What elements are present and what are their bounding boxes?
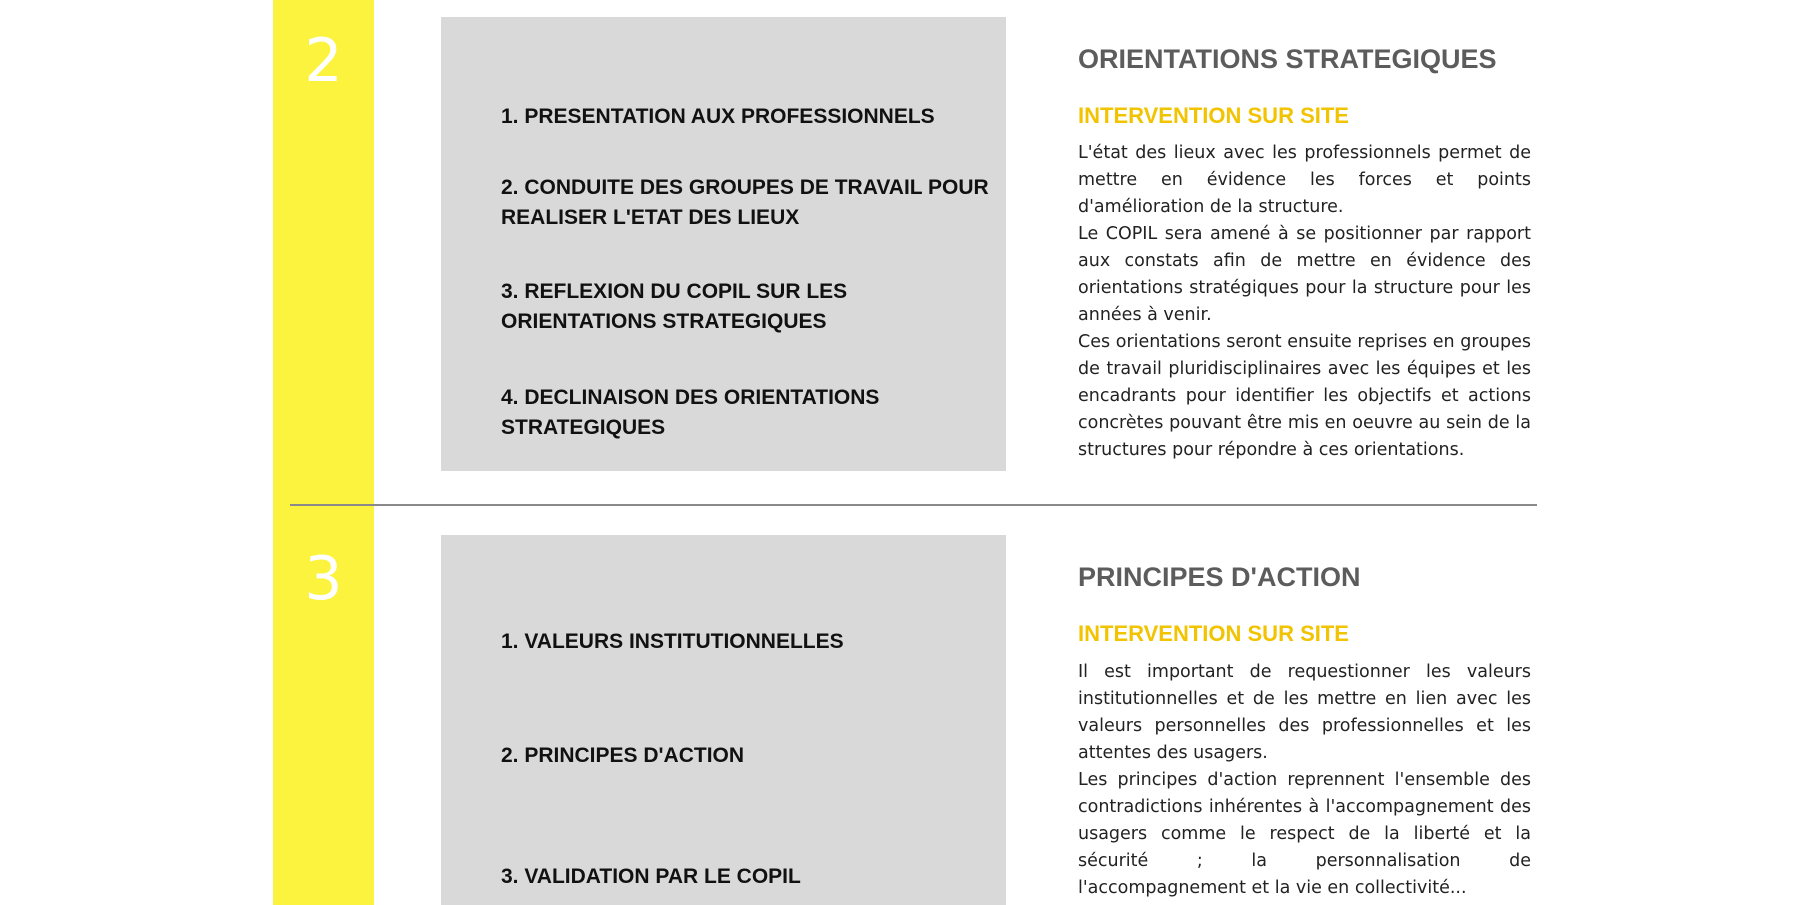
step-2-item-1: 1. PRESENTATION AUX PROFESSIONNELS: [501, 105, 935, 128]
section-3-body: [1078, 659, 1531, 902]
step-2-item-3: 3. REFLEXION DU COPIL SUR LES ORIENTATIONS STRATEGIQUES: [501, 280, 848, 333]
section-2-body: [1078, 140, 1531, 464]
section-2-subtitle: INTERVENTION SUR SITE: [1078, 103, 1349, 128]
steps-box-3: [441, 535, 1006, 905]
step-3-item-1: 1. VALEURS INSTITUTIONNELLES: [501, 630, 844, 653]
yellow-side-band: [273, 0, 374, 905]
section-2-paragraph-3: Ces orientations seront ensuite reprises en groupes de travail pluridisciplinaires avec les équipes et les encadrants pour identifier les objectifs et actions concrètes pouvant être mis en oeuvre au sein de la structures pour répondre à ces orientations.: [1078, 332, 1531, 460]
section-3-subtitle: INTERVENTION SUR SITE: [1078, 621, 1349, 646]
step-3-item-2: 2. PRINCIPES D'ACTION: [501, 744, 745, 767]
step-2-item-4: 4. DECLINAISON DES ORIENTATIONS STRATEGIQUES: [501, 386, 880, 439]
section-2-paragraph-1: L'état des lieux avec les professionnels permet de mettre en évidence les forces et points d'amélioration de la structure.: [1078, 143, 1531, 217]
section-2-paragraph-2: Le COPIL sera amené à se positionner par rapport aux constats afin de mettre en évidence des orientations stratégiques pour la structure pour les années à venir.: [1078, 224, 1531, 325]
section-3-title: PRINCIPES D'ACTION: [1078, 562, 1361, 592]
section-divider: [290, 504, 1537, 506]
section-2-title: ORIENTATIONS STRATEGIQUES: [1078, 44, 1497, 74]
step-number-2: 2: [304, 26, 343, 96]
step-3-item-3: 3. VALIDATION PAR LE COPIL: [501, 865, 801, 888]
step-number-3: 3: [304, 544, 343, 614]
section-3-paragraph-2: Les principes d'action reprennent l'ensemble des contradictions inhérentes à l'accompagnement des usagers comme le respect de la liberté et la sécurité ; la personnalisation de l'accompagnement et la vie en collectivité...: [1078, 770, 1531, 898]
step-2-item-2: 2. CONDUITE DES GROUPES DE TRAVAIL POUR REALISER L'ETAT DES LIEUX: [501, 176, 989, 229]
section-3-paragraph-1: Il est important de requestionner les valeurs institutionnelles et de les mettre en lien avec les valeurs personnelles des professionnelles et les attentes des usagers.: [1078, 662, 1531, 763]
